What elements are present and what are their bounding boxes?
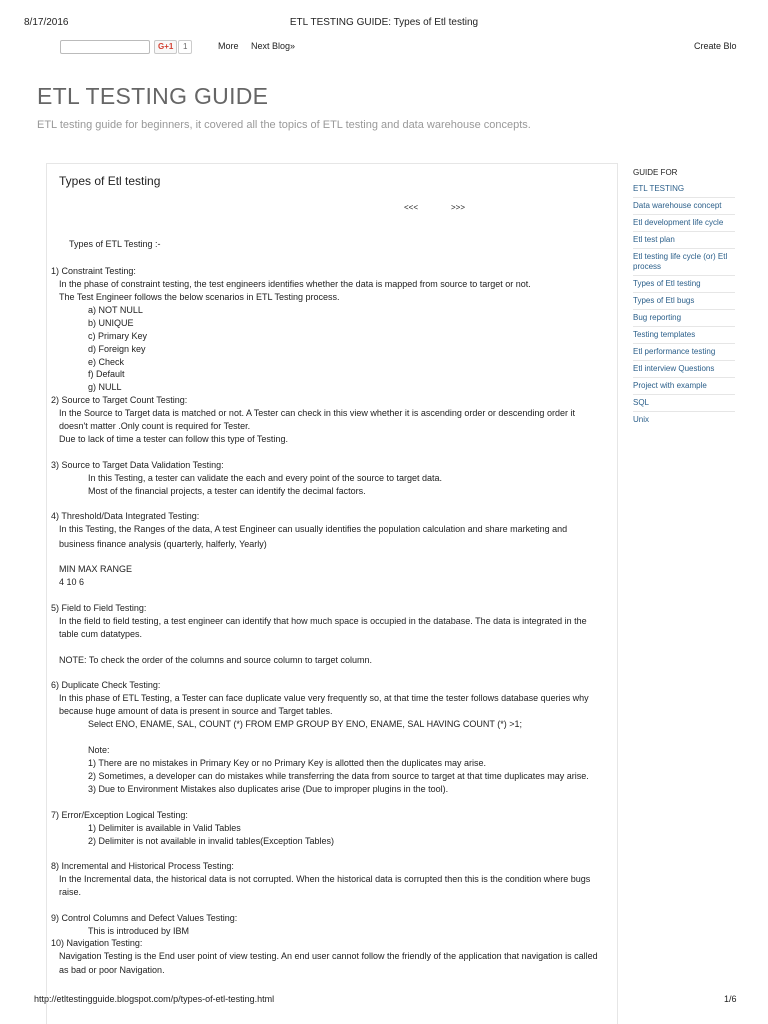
- section-heading: 7) Error/Exception Logical Testing:: [51, 810, 188, 820]
- text-line: In this Testing, the Ranges of the data, A test Engineer can usually identifies the population calculation and share marketing and: [59, 524, 568, 534]
- text-line: because huge amount of data is present in source and Target tables.: [59, 706, 333, 716]
- print-page-title: ETL TESTING GUIDE: Types of Etl testing: [289, 17, 479, 28]
- section-heading: 10) Navigation Testing:: [51, 938, 143, 948]
- sidebar-heading: GUIDE FOR: [633, 168, 678, 177]
- text-line: In the field to field testing, a test engineer can identify that how much space is occupied in the database. The data is integrated in the: [59, 616, 587, 626]
- text-line: This is introduced by IBM: [88, 926, 190, 936]
- intro-heading: Types of ETL Testing :-: [69, 239, 161, 249]
- sidebar-link-etl-performance-testing[interactable]: Etl performance testing: [633, 346, 735, 361]
- text-line: In this Testing, a tester can validate the each and every point of the source to target data.: [88, 473, 443, 483]
- text-line: table cum datatypes.: [59, 629, 143, 639]
- text-line: Navigation Testing is the End user point of view testing. An end user cannot follow the friendly of the application that navigation is called: [59, 951, 598, 961]
- gplus-button[interactable]: G+1: [154, 40, 177, 54]
- text-line: business finance analysis (quarterly, halferly, Yearly): [59, 539, 267, 549]
- sidebar-link-data-warehouse-concept[interactable]: Data warehouse concept: [633, 200, 735, 215]
- blogger-navbar: [0, 38, 768, 56]
- text-line: In this phase of ETL Testing, a Tester can face duplicate value very frequently so, at that time the tester follows database queries why: [59, 693, 589, 703]
- sql-query: Select ENO, ENAME, SAL, COUNT (*) FROM EMP GROUP BY ENO, ENAME, SAL HAVING COUNT (*) >1;: [88, 719, 523, 729]
- search-input[interactable]: [60, 40, 150, 54]
- blog-title[interactable]: ETL TESTING GUIDE: [37, 83, 269, 109]
- list-item: a) NOT NULL: [88, 305, 143, 315]
- text-line: In the Source to Target data is matched or not. A Tester can check in this view whether it is ascending order or descending order it: [59, 408, 575, 418]
- sidebar-link-etl-development-life-cycle[interactable]: Etl development life cycle: [633, 217, 735, 232]
- list-item: 1) Delimiter is available in Valid Tables: [88, 823, 241, 833]
- section-heading: 9) Control Columns and Defect Values Testing:: [51, 913, 238, 923]
- text-line: doesn't matter .Only count is required for Tester.: [59, 421, 251, 431]
- section-heading: 8) Incremental and Historical Process Testing:: [51, 861, 234, 871]
- list-item: f) Default: [88, 369, 125, 379]
- next-blog-link[interactable]: Next Blog»: [251, 41, 296, 51]
- section-heading: 1) Constraint Testing:: [51, 266, 136, 276]
- text-line: raise.: [59, 887, 82, 897]
- gplus-count: 1: [178, 40, 192, 54]
- list-item: 3) Due to Environment Mistakes also duplicates arise (Due to improper plugins in the tool).: [88, 784, 449, 794]
- post-title: Types of Etl testing: [59, 174, 161, 188]
- list-item: g) NULL: [88, 382, 122, 392]
- text-line: Most of the financial projects, a tester can identify the decimal factors.: [88, 486, 366, 496]
- text-line: Due to lack of time a tester can follow this type of Testing.: [59, 434, 288, 444]
- print-page-number: 1/6: [724, 994, 737, 1004]
- print-url: http://etltestingguide.blogspot.com/p/types-of-etl-testing.html: [34, 994, 275, 1004]
- list-item: d) Foreign key: [88, 344, 146, 354]
- list-item: 2) Delimiter is not available in invalid tables(Exception Tables): [88, 836, 334, 846]
- list-item: 1) There are no mistakes in Primary Key or no Primary Key is allotted then the duplicates may arise.: [88, 758, 487, 768]
- sidebar-guide: [633, 168, 735, 430]
- sidebar-link-etl-test-plan[interactable]: Etl test plan: [633, 234, 735, 249]
- list-item: e) Check: [88, 357, 125, 367]
- next-page-link[interactable]: >>>: [451, 203, 466, 212]
- sidebar-link-project-with-example[interactable]: Project with example: [633, 380, 735, 395]
- text-line: In the phase of constraint testing, the test engineers identifies whether the data is mapped from source to target or not.: [59, 279, 531, 289]
- table-header: MIN MAX RANGE: [59, 564, 133, 574]
- list-item: c) Primary Key: [88, 331, 148, 341]
- prev-page-link[interactable]: <<<: [404, 203, 419, 212]
- text-line: as bad or poor Navigation.: [59, 965, 165, 975]
- sidebar-link-bug-reporting[interactable]: Bug reporting: [633, 312, 735, 327]
- sidebar-link-sql[interactable]: SQL: [633, 397, 735, 412]
- sidebar-link-etl-testing-life-cycle[interactable]: Etl testing life cycle (or) Etl process: [633, 251, 735, 276]
- note-label: Note:: [88, 745, 110, 755]
- text-line: In the Incremental data, the historical data is not corrupted. When the historical data is corrupted then this is the condition where bugs: [59, 874, 591, 884]
- create-blog-link[interactable]: Create Blo: [694, 41, 737, 51]
- section-heading: 6) Duplicate Check Testing:: [51, 680, 161, 690]
- list-item: b) UNIQUE: [88, 318, 134, 328]
- section-heading: 4) Threshold/Data Integrated Testing:: [51, 511, 200, 521]
- table-row: 4 10 6: [59, 577, 85, 587]
- text-line: The Test Engineer follows the below scenarios in ETL Testing process.: [59, 292, 340, 302]
- sidebar-link-types-of-etl-bugs[interactable]: Types of Etl bugs: [633, 295, 735, 310]
- list-item: 2) Sometimes, a developer can do mistakes while transferring the data from source to target at that time duplicates may arise.: [88, 771, 589, 781]
- sidebar-link-testing-templates[interactable]: Testing templates: [633, 329, 735, 344]
- section-heading: 5) Field to Field Testing:: [51, 603, 147, 613]
- sidebar-link-etl-interview-questions[interactable]: Etl interview Questions: [633, 363, 735, 378]
- sidebar-link-types-of-etl-testing[interactable]: Types of Etl testing: [633, 278, 735, 293]
- more-link[interactable]: More: [218, 41, 239, 51]
- blog-description: ETL testing guide for beginners, it covered all the topics of ETL testing and data warehouse concepts.: [37, 119, 531, 131]
- section-heading: 2) Source to Target Count Testing:: [51, 395, 188, 405]
- section-heading: 3) Source to Target Data Validation Testing:: [51, 460, 224, 470]
- sidebar-link-unix[interactable]: Unix: [633, 415, 650, 424]
- note-line: NOTE: To check the order of the columns and source column to target column.: [59, 655, 372, 665]
- print-date: 8/17/2016: [24, 17, 69, 28]
- sidebar-link-etl-testing[interactable]: ETL TESTING: [633, 183, 735, 198]
